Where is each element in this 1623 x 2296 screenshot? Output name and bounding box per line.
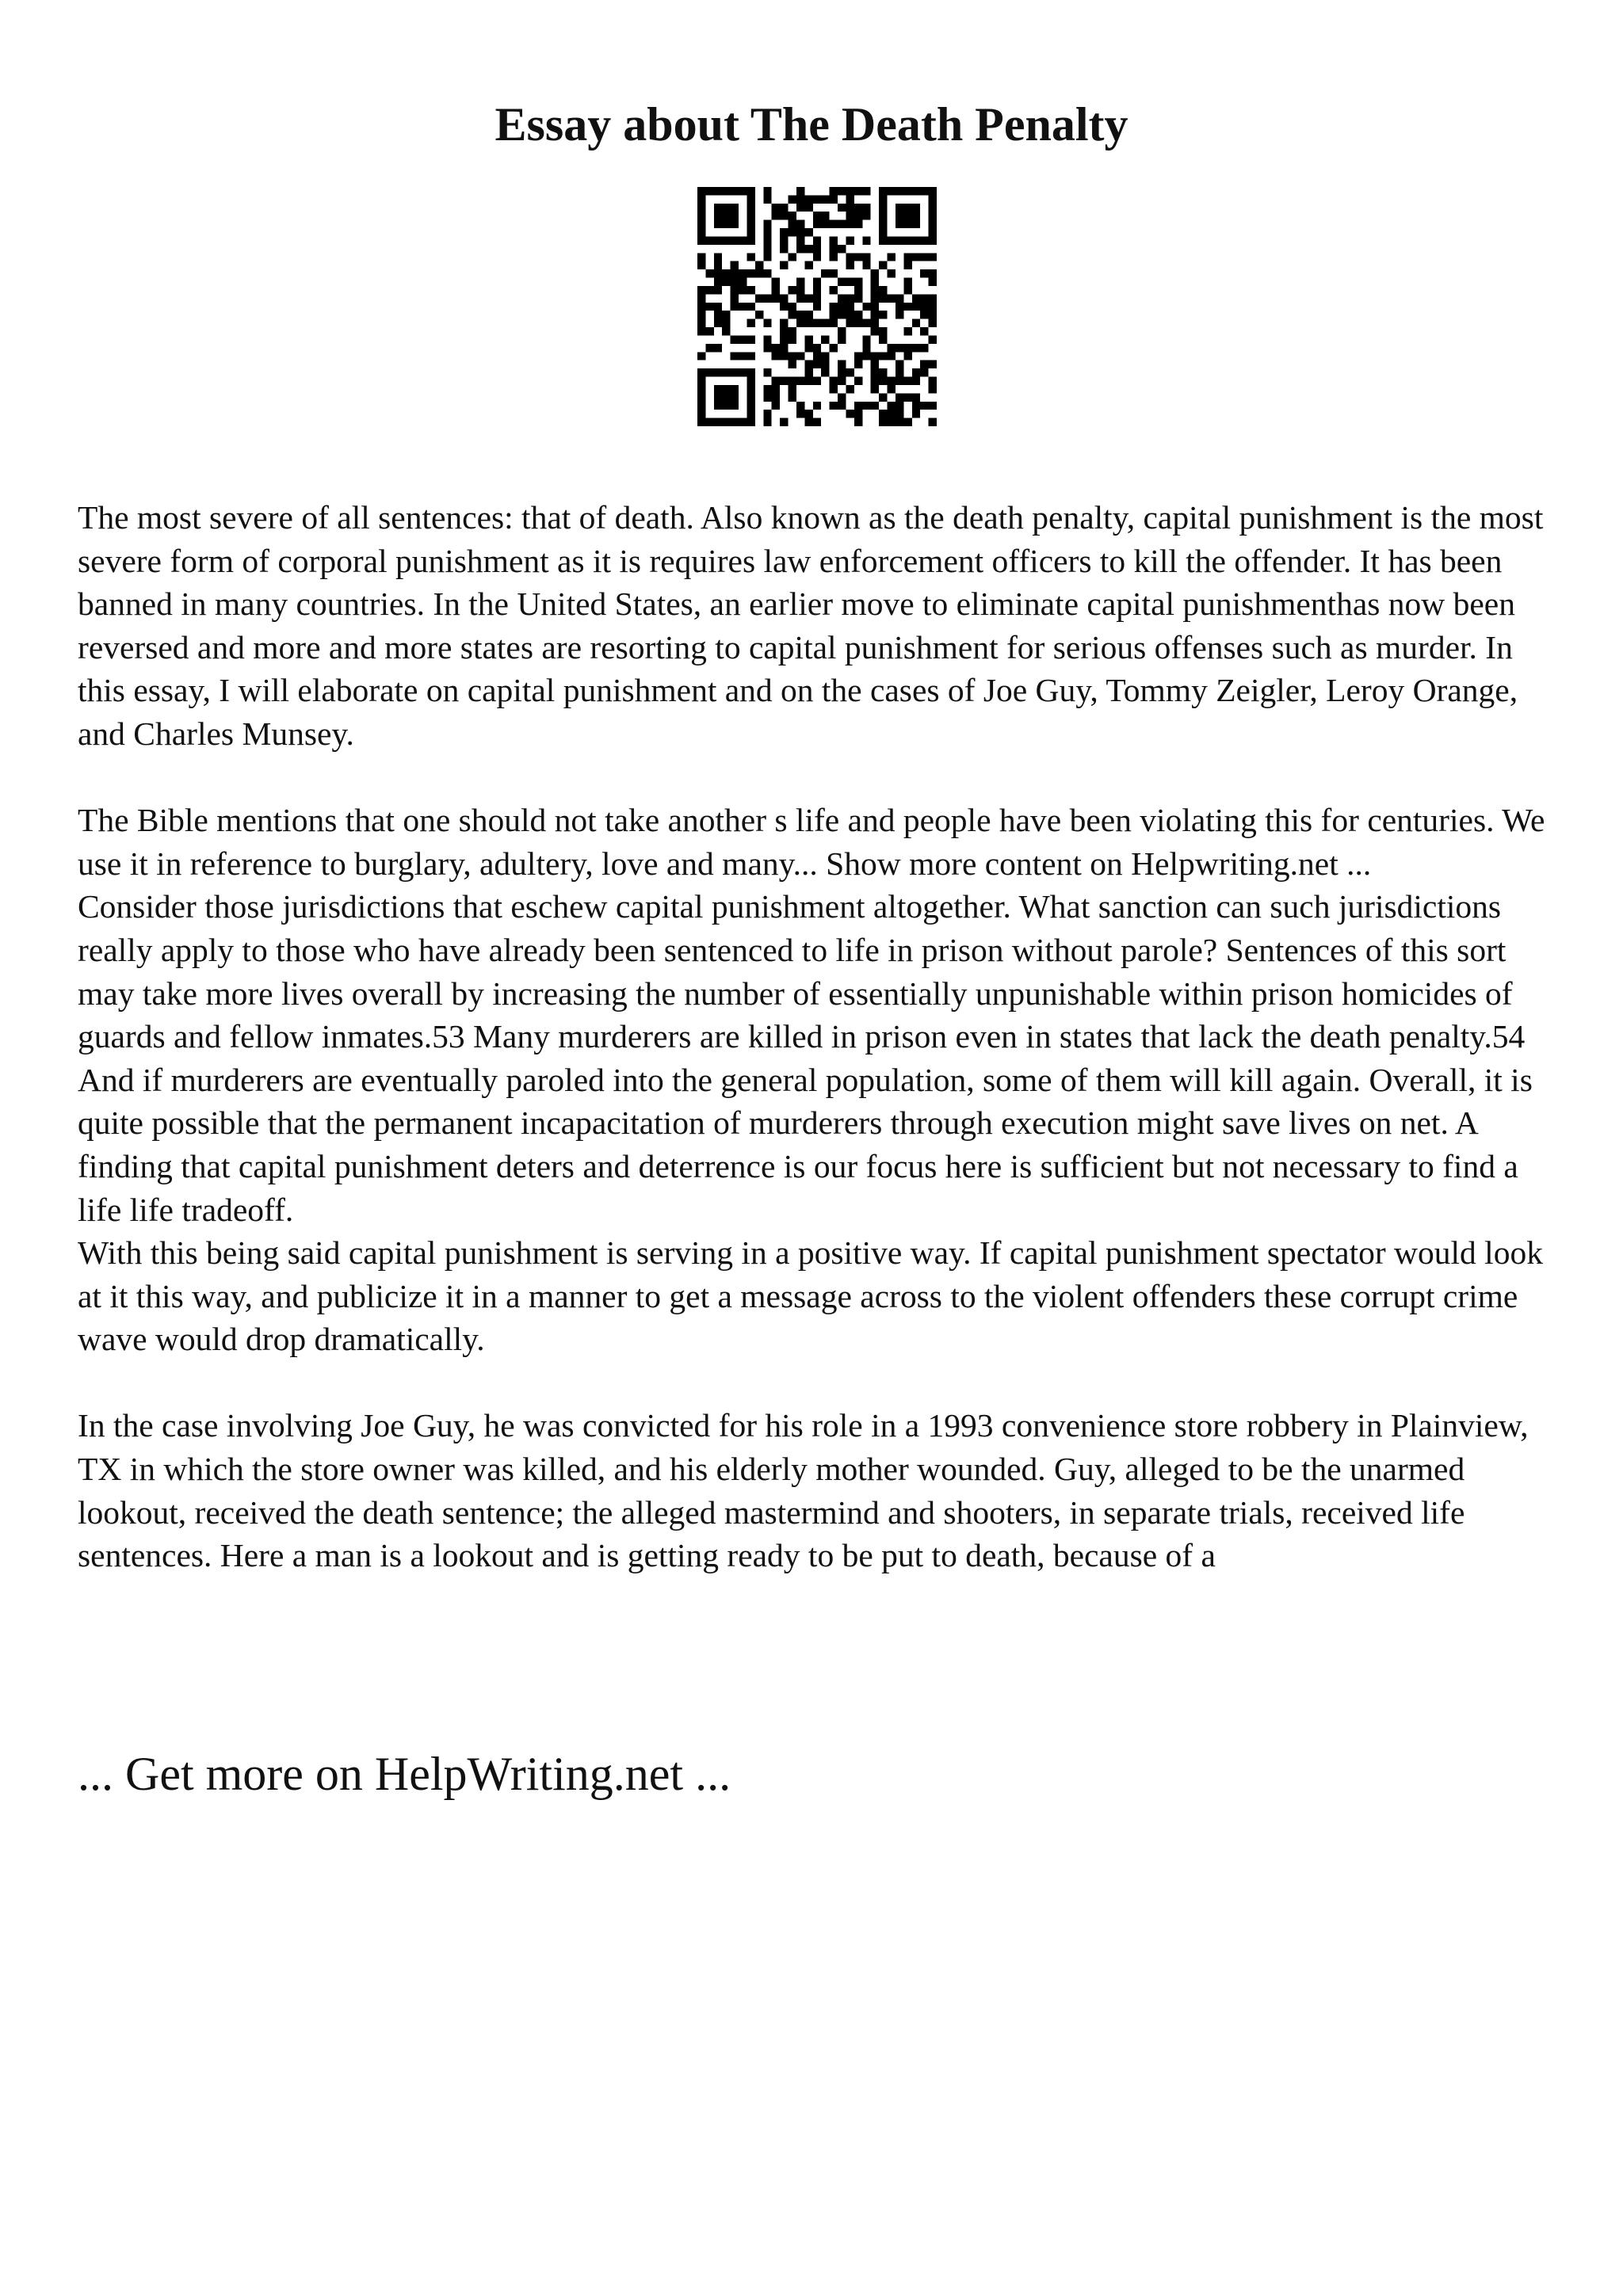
essay-paragraph: Consider those jurisdictions that eschew capital punishment altogether. What sanction can such jurisdictions really apply to those who have already been sentenced to life in prison without parole? Sentences of this sort may take more lives overall by increasing the number of essentially unpunishable within prison homicides of guards and fellow inmates.53 Many murderers are killed in prison even in states that lack the death penalty.54 And if murderers are eventually paroled into the general population, some of them will kill again. Overall, it is quite possible that the permanent incapacitation of murderers through execution might save lives on net. A finding that capital punishment deters and deterrence is our focus here is sufficient but not necessary to find a life life tradeoff. [78,888,1533,1228]
essay-paragraph: The most severe of all sentences: that of death. Also known as the death penalty, capital punishment is the most severe form of corporal punishment as it is requires law enforcement officers to kill the offender. It has been banned in many countries. In the United States, an earlier move to eliminate capital punishmenthas now been reversed and more and more states are resorting to capital punishment for serious offenses such as murder. In this essay, I will elaborate on capital punishment and on the cases of Joe Guy, Tommy Zeigler, Leroy Orange, and Charles Munsey. [78,499,1544,752]
document-title: Essay about The Death Penalty [495,98,1128,151]
essay-body [78,496,1568,1577]
get-more-link[interactable]: ... Get more on HelpWriting.net ... [78,1748,731,1800]
qr-code-icon [697,187,937,426]
essay-paragraph: With this being said capital punishment is serving in a positive way. If capital punishment spectator would look at it this way, and publicize it in a manner to get a message across to the violent offenders these corrupt crime wave would drop dramatically. [78,1234,1543,1358]
essay-paragraph: In the case involving Joe Guy, he was convicted for his role in a 1993 convenience store robbery in Plainview, TX in which the store owner was killed, and his elderly mother wounded. Guy, alleged to be the unarmed lookout, received the death sentence; the alleged mastermind and shooters, in separate trials, received life sentences. Here a man is a lookout and is getting ready to be put to death, because of a [78,1407,1529,1574]
essay-paragraph: The Bible mentions that one should not take another s life and people have been violating this for centuries. We use it in reference to burglary, adultery, love and many... Show more content on Helpwriting.net ... [78,802,1545,882]
